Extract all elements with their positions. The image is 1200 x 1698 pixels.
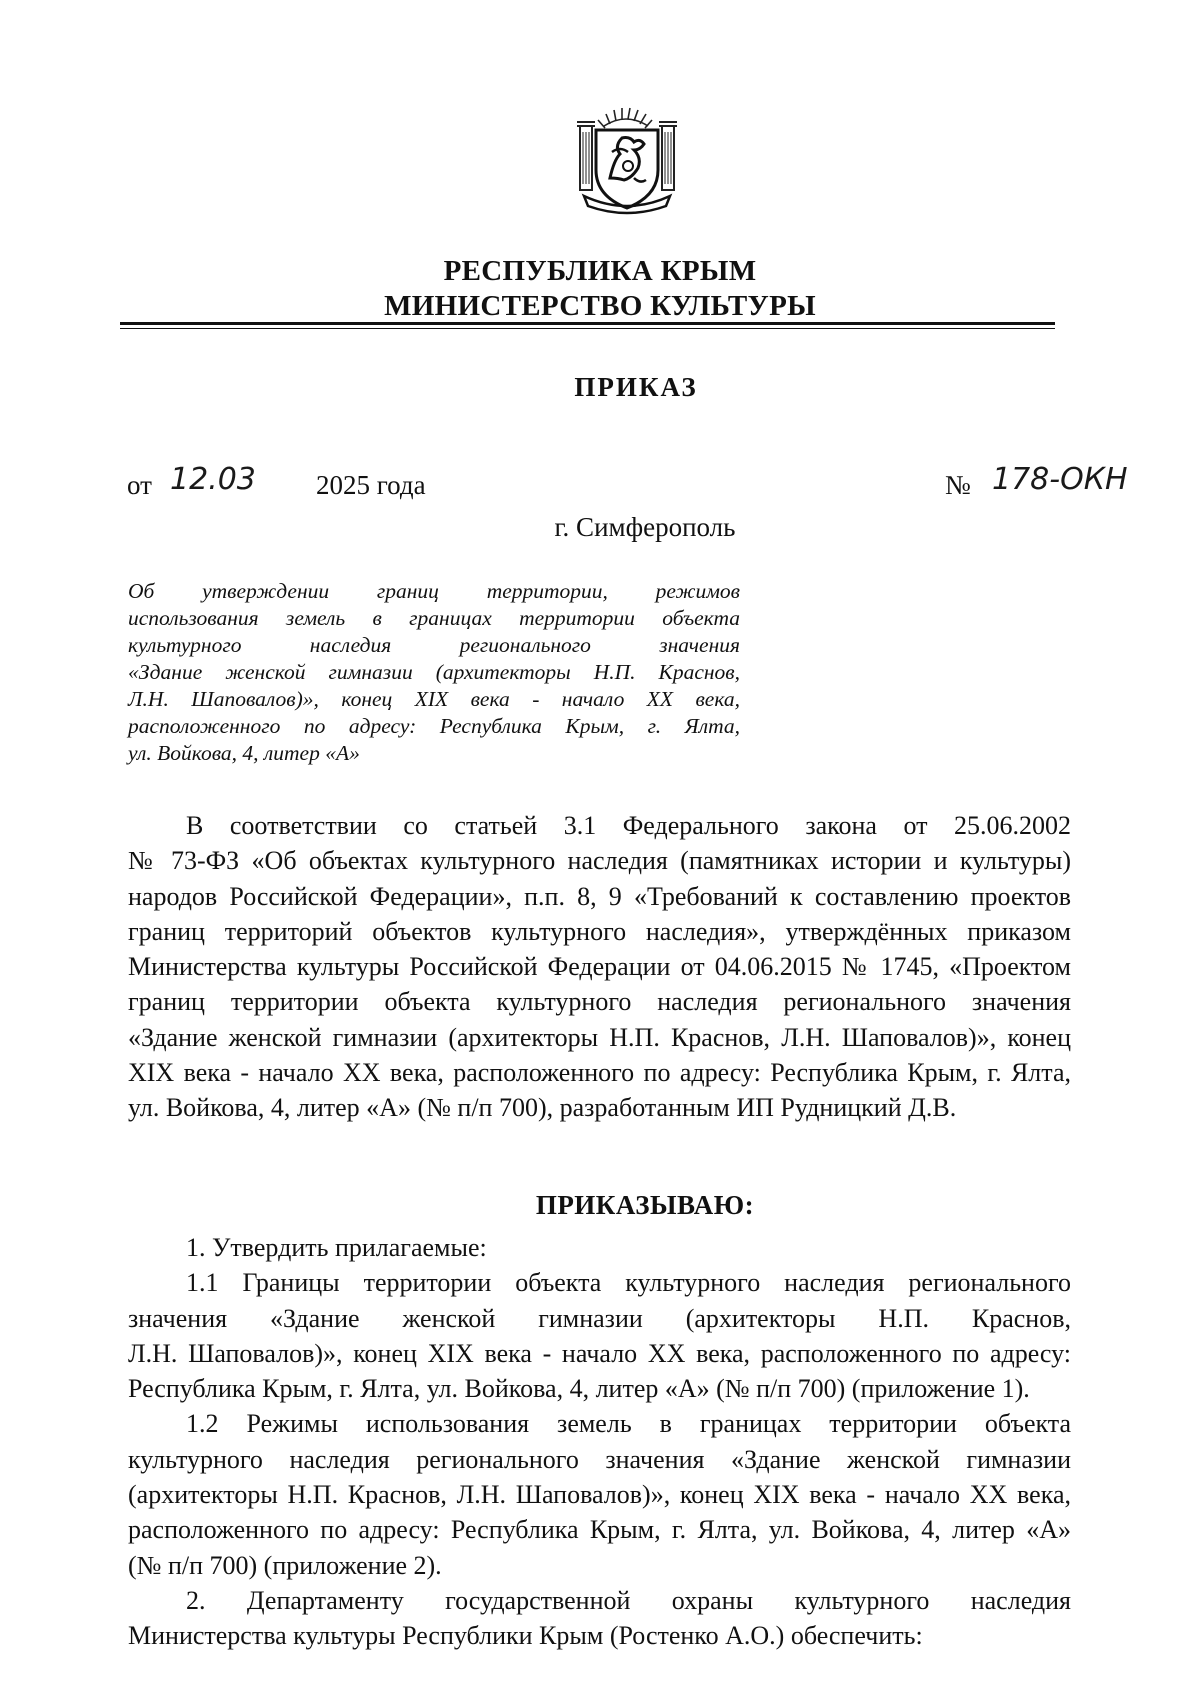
- item-line: расположенного по адресу: Республика Крым, г. Ялта, ул. Войкова, 4, литер «А»: [128, 1515, 1071, 1545]
- preamble-line: ул. Войкова, 4, литер «А» (№ п/п 700), разработанным ИП Рудницкий Д.В.: [128, 1093, 957, 1123]
- header-divider: [120, 322, 1055, 325]
- item-line: (архитекторы Н.П. Краснов, Л.Н. Шаповалов)», конец XIX века - начало XX века,: [128, 1480, 1071, 1510]
- date-year: 2025 года: [316, 470, 426, 500]
- item-line: (№ п/п 700) (приложение 2).: [128, 1550, 442, 1580]
- order-items: [128, 1230, 1071, 1654]
- preamble-line: границ территории объекта культурного наследия регионального значения: [128, 987, 1071, 1017]
- preamble-line: № 73-ФЗ «Об объектах культурного наследия (памятниках истории и культуры): [128, 846, 1071, 876]
- preamble-line: В соответствии со статьей 3.1 Федерального закона от 25.06.2002: [186, 811, 1071, 840]
- handwritten-number: 178-ОКН: [992, 462, 1128, 497]
- item-line: 2. Департаменту государственной охраны культурного наследия: [186, 1585, 1071, 1615]
- city-name: г. Симферополь: [554, 512, 736, 542]
- document-type-title: ПРИКАЗ: [574, 372, 698, 402]
- handwritten-date: 12.03: [170, 462, 256, 497]
- preamble-line: «Здание женской гимназии (архитекторы Н.П. Краснов, Л.Н. Шаповалов)», конец: [128, 1022, 1071, 1052]
- order-heading: ПРИКАЗЫВАЮ:: [535, 1190, 755, 1220]
- header-republic: РЕСПУБЛИКА КРЫМ: [443, 255, 757, 287]
- preamble-line: Министерства культуры Российской Федерации от 04.06.2015 № 1745, «Проектом: [128, 952, 1071, 982]
- number-sign: №: [945, 470, 971, 500]
- subject-line: ул. Войкова, 4, литер «А»: [128, 741, 360, 765]
- date-prefix: от: [127, 470, 152, 500]
- item-line: 1.2 Режимы использования земель в границах территории объекта: [186, 1409, 1071, 1439]
- item-line: 1.1 Границы территории объекта культурного наследия регионального: [186, 1268, 1071, 1298]
- item-line: Республика Крым, г. Ялта, ул. Войкова, 4, литер «А» (№ п/п 700) (приложение 1).: [128, 1374, 1030, 1404]
- preamble-line: XIX века - начало XX века, расположенного по адресу: Республика Крым, г. Ялта,: [128, 1058, 1071, 1088]
- item-line: Л.Н. Шаповалов)», конец XIX века - начало XX века, расположенного по адресу:: [128, 1338, 1071, 1368]
- item-line: Министерства культуры Республики Крым (Ростенко А.О.) обеспечить:: [128, 1621, 923, 1651]
- subject-line: расположенного по адресу: Республика Крым, г. Ялта,: [128, 714, 740, 738]
- subject-line: Л.Н. Шаповалов)», конец XIX века - начало XX века,: [128, 687, 740, 711]
- subject-line: «Здание женской гимназии (архитекторы Н.П. Краснов,: [128, 660, 740, 684]
- order-subject: [128, 578, 740, 767]
- subject-line: использования земель в границах территории объекта: [128, 606, 740, 630]
- preamble-line: народов Российской Федерации», п.п. 8, 9 «Требований к составлению проектов: [128, 881, 1071, 911]
- subject-line: Об утверждении границ территории, режимов: [128, 579, 740, 603]
- coat-of-arms-icon: [572, 106, 682, 218]
- preamble-line: границ территорий объектов культурного наследия», утверждённых приказом: [128, 916, 1071, 946]
- item-line: культурного наследия регионального значения «Здание женской гимназии: [128, 1444, 1071, 1474]
- item-line: значения «Здание женской гимназии (архитекторы Н.П. Краснов,: [128, 1303, 1071, 1333]
- item-line: 1. Утвердить прилагаемые:: [186, 1233, 487, 1262]
- header-divider-thin: [120, 328, 1055, 329]
- subject-line: культурного наследия регионального значения: [128, 633, 740, 657]
- preamble-paragraph: [128, 808, 1071, 1126]
- header-ministry: МИНИСТЕРСТВО КУЛЬТУРЫ: [384, 290, 816, 322]
